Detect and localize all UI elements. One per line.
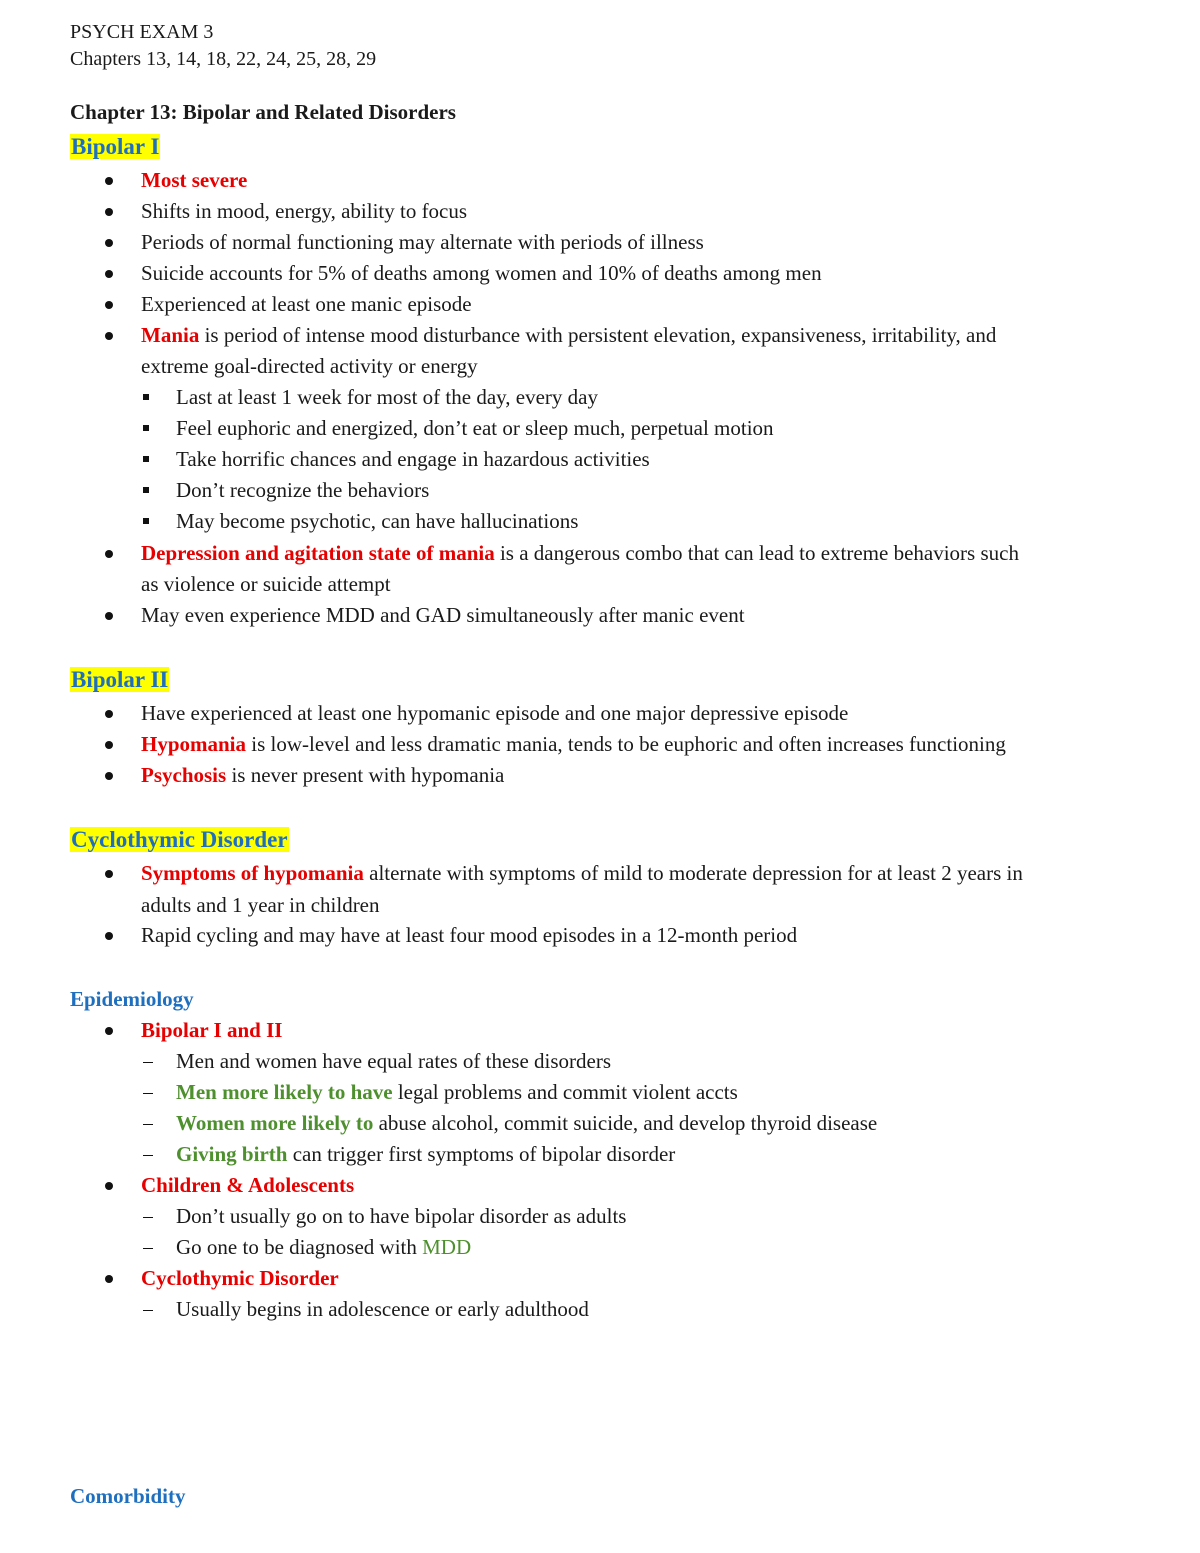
epi-g1-detail-3: Women more likely to abuse alcohol, commit suicide, and develop thyroid disease bbox=[176, 1111, 878, 1135]
bullet-icon bbox=[105, 741, 113, 749]
comorbidity-heading: Comorbidity bbox=[70, 1484, 186, 1508]
bullet-icon bbox=[105, 710, 113, 718]
exam-title: PSYCH EXAM 3 bbox=[70, 21, 214, 43]
bullet-icon bbox=[105, 612, 113, 620]
mania-sub-2: Feel euphoric and energized, don’t eat or sleep much, perpetual motion bbox=[176, 416, 774, 440]
bipolar-i-item-2: Shifts in mood, energy, ability to focus bbox=[141, 199, 468, 223]
bipolar-i-item-6-cont: extreme goal-directed activity or energy bbox=[141, 354, 478, 378]
square-bullet-icon bbox=[143, 487, 149, 493]
dash-bullet-icon bbox=[143, 1155, 153, 1156]
bipolar-i-item-7-cont: as violence or suicide attempt bbox=[141, 572, 391, 596]
cyclothymic-item-2: Rapid cycling and may have at least four mood episodes in a 12-month period bbox=[141, 923, 798, 947]
chapter-title: Chapter 13: Bipolar and Related Disorders bbox=[70, 100, 456, 124]
bullet-icon bbox=[105, 772, 113, 780]
dash-bullet-icon bbox=[143, 1093, 153, 1094]
bullet-icon bbox=[105, 1275, 113, 1283]
dash-bullet-icon bbox=[143, 1248, 153, 1249]
mania-sub-5: May become psychotic, can have hallucinations bbox=[176, 509, 579, 533]
bullet-icon bbox=[105, 1027, 113, 1035]
bullet-icon bbox=[105, 270, 113, 278]
epi-g2-detail-2: Go one to be diagnosed with MDD bbox=[176, 1235, 472, 1259]
dash-bullet-icon bbox=[143, 1124, 153, 1125]
cyclothymic-heading: Cyclothymic Disorder bbox=[71, 827, 288, 852]
bullet-icon bbox=[105, 870, 113, 878]
bipolar-i-item-7: Depression and agitation state of mania is a dangerous combo that can lead to extreme behaviors such bbox=[141, 541, 1019, 565]
epi-g2-detail-1: Don’t usually go on to have bipolar disorder as adults bbox=[176, 1204, 627, 1228]
cyclothymic-item-1-cont: adults and 1 year in children bbox=[141, 893, 380, 917]
dash-bullet-icon bbox=[143, 1217, 153, 1218]
chapters-list: Chapters 13, 14, 18, 22, 24, 25, 28, 29 bbox=[70, 48, 377, 70]
bipolar-i-item-4: Suicide accounts for 5% of deaths among women and 10% of deaths among men bbox=[141, 261, 822, 285]
bullet-icon bbox=[105, 932, 113, 940]
bullet-icon bbox=[105, 332, 113, 340]
bipolar-ii-item-1: Have experienced at least one hypomanic episode and one major depressive episode bbox=[141, 701, 849, 725]
bipolar-ii-heading: Bipolar II bbox=[71, 667, 169, 692]
bipolar-i-heading: Bipolar I bbox=[71, 134, 160, 159]
bipolar-ii-item-2: Hypomania is low-level and less dramatic mania, tends to be euphoric and often increases functioning bbox=[141, 732, 1006, 756]
bullet-icon bbox=[105, 301, 113, 309]
epi-group-2-title: Children & Adolescents bbox=[141, 1173, 355, 1197]
square-bullet-icon bbox=[143, 518, 149, 524]
bipolar-i-item-3: Periods of normal functioning may alternate with periods of illness bbox=[141, 230, 704, 254]
epi-g1-detail-2: Men more likely to have legal problems and commit violent accts bbox=[176, 1080, 738, 1104]
square-bullet-icon bbox=[143, 425, 149, 431]
dash-bullet-icon bbox=[143, 1062, 153, 1063]
epi-g1-detail-1: Men and women have equal rates of these disorders bbox=[176, 1049, 612, 1073]
mania-sub-3: Take horrific chances and engage in hazardous activities bbox=[176, 447, 650, 471]
bipolar-i-item-8: May even experience MDD and GAD simultaneously after manic event bbox=[141, 603, 745, 627]
epi-g3-detail-1: Usually begins in adolescence or early adulthood bbox=[176, 1297, 589, 1321]
bullet-icon bbox=[105, 1182, 113, 1190]
square-bullet-icon bbox=[143, 394, 149, 400]
bipolar-i-item-5: Experienced at least one manic episode bbox=[141, 292, 472, 316]
bipolar-i-item-6: Mania is period of intense mood disturbance with persistent elevation, expansiveness, irritability, and bbox=[141, 323, 997, 347]
epidemiology-heading: Epidemiology bbox=[70, 987, 194, 1011]
bullet-icon bbox=[105, 550, 113, 558]
bullet-icon bbox=[105, 177, 113, 185]
cyclothymic-item-1: Symptoms of hypomania alternate with symptoms of mild to moderate depression for at least 2 years in bbox=[141, 861, 1023, 885]
dash-bullet-icon bbox=[143, 1310, 153, 1311]
mania-sub-4: Don’t recognize the behaviors bbox=[176, 478, 430, 502]
bipolar-i-item-1: Most severe bbox=[141, 168, 248, 192]
epi-group-3-title: Cyclothymic Disorder bbox=[141, 1266, 339, 1290]
mania-sub-1: Last at least 1 week for most of the day, every day bbox=[176, 385, 598, 409]
bullet-icon bbox=[105, 208, 113, 216]
epi-g1-detail-4: Giving birth can trigger first symptoms of bipolar disorder bbox=[176, 1142, 676, 1166]
epi-group-1-title: Bipolar I and II bbox=[141, 1018, 283, 1042]
bullet-icon bbox=[105, 239, 113, 247]
bipolar-ii-item-3: Psychosis is never present with hypomania bbox=[141, 763, 505, 787]
square-bullet-icon bbox=[143, 456, 149, 462]
